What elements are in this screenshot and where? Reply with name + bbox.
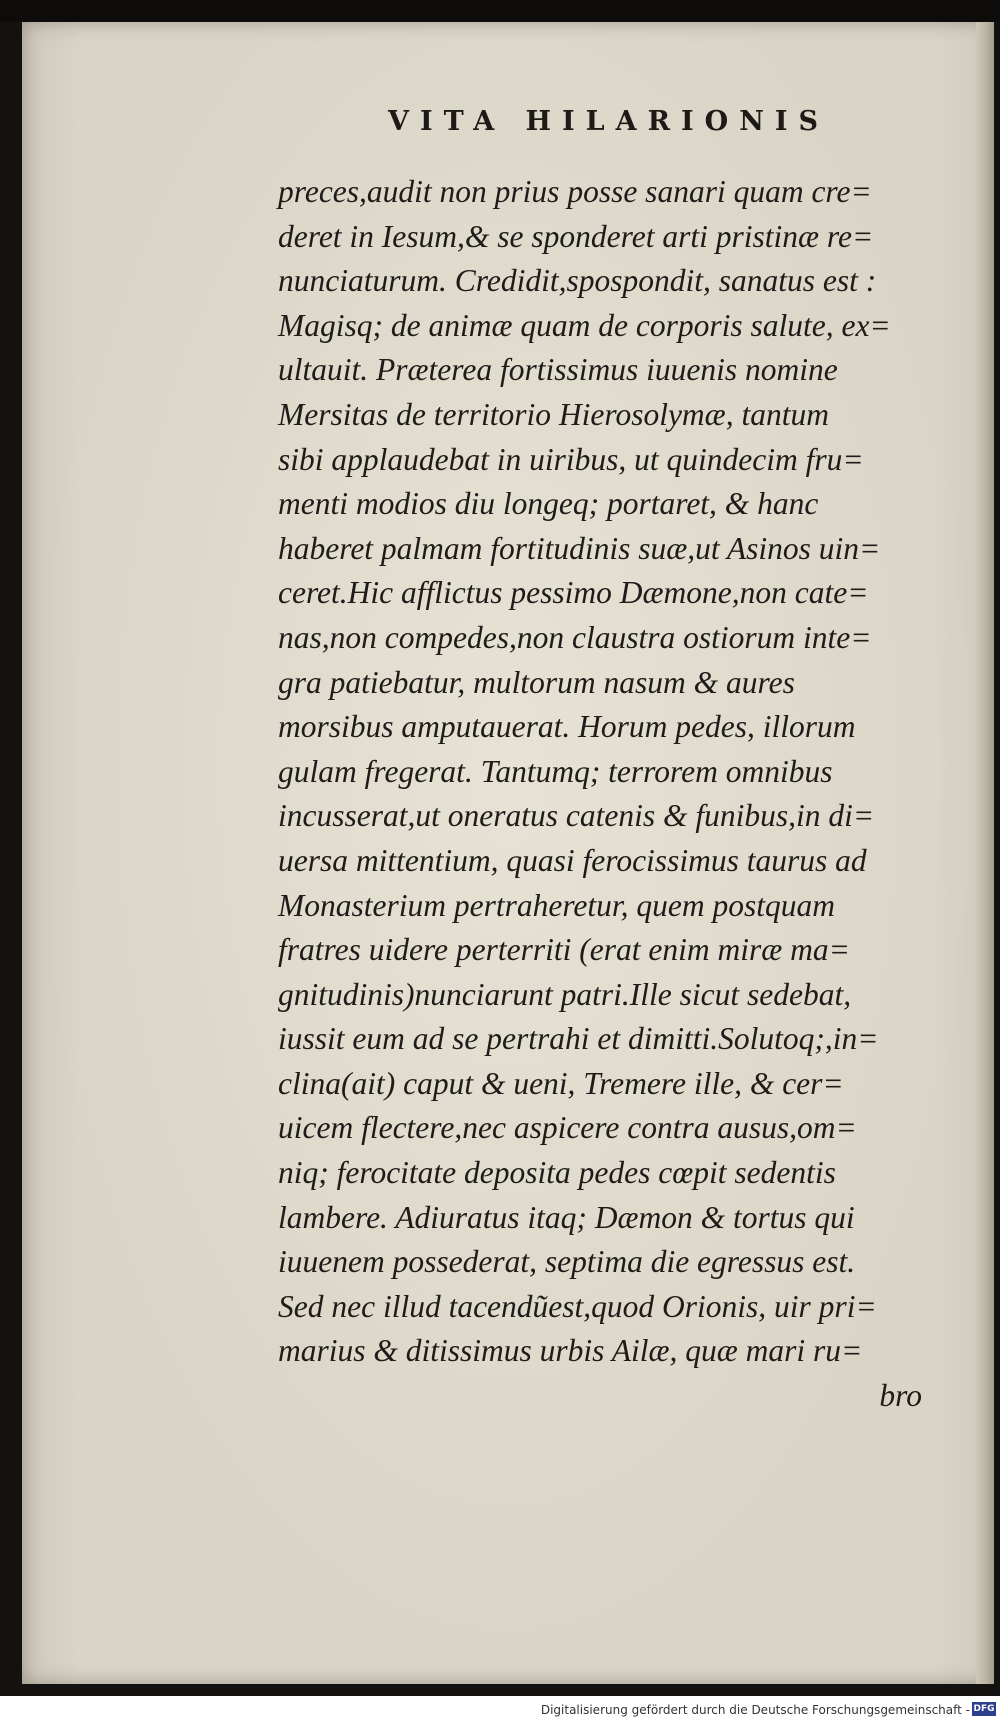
text-line: ceret.Hic afflictus pessimo Dæmone,non cate= [278,575,869,611]
body-text [278,170,958,1419]
page-edge [976,22,994,1684]
text-line: lambere. Adiuratus itaq; Dæmon & tortus qui [278,1199,855,1235]
text-line: gnitudinis)nunciarunt patri.Ille sicut sedebat, [278,976,852,1012]
text-line: Magisq; de animæ quam de corporis salute, ex= [278,307,891,343]
footer-credit: Digitalisierung gefördert durch die Deutsche Forschungsgemeinschaft - [540,1703,970,1717]
text-line: Mersitas de territorio Hierosolymæ, tantum [278,396,829,432]
scan-border-top [0,0,1000,22]
text-line: niq; ferocitate deposita pedes cœpit sedentis [278,1155,836,1191]
text-line: fratres uidere perterriti (erat enim miræ ma= [278,932,850,968]
text-line: gulam fregerat. Tantumq; terrorem omnibus [278,753,833,789]
text-line: clina(ait) caput & ueni, Tremere ille, & cer= [278,1065,844,1101]
digitization-footer [0,1696,1000,1725]
text-line: menti modios diu longeq; portaret, & hanc [278,486,819,522]
text-line: nas,non compedes,non claustra ostiorum inte= [278,619,872,655]
text-line: gra patiebatur, multorum nasum & aures [278,664,795,700]
text-line: nunciaturum. Credidit,spospondit, sanatus est : [278,263,877,299]
text-line: Monasterium pertraheretur, quem postquam [278,887,836,923]
text-line: uicem flectere,nec aspicere contra ausus,om= [278,1110,857,1146]
text-line: sibi applaudebat in uiribus, ut quindecim fru= [278,441,864,477]
catchword: bro [879,1378,922,1414]
text-line: deret in Iesum,& se sponderet arti pristinæ re= [278,218,874,254]
text-line: iussit eum ad se pertrahi et dimitti.Solutoq;,in= [278,1021,879,1057]
text-line: preces,audit non prius posse sanari quam cre= [278,174,872,209]
text-line: uersa mittentium, quasi ferocissimus taurus ad [278,842,867,878]
text-line: iuuenem possederat, septima die egressus est. [278,1244,856,1280]
text-line: Sed nec illud tacendũest,quod Orionis, uir pri= [278,1288,877,1324]
running-head: VITA HILARIONIS [388,106,830,137]
text-line: incusserat,ut oneratus catenis & funibus,in di= [278,798,875,834]
text-line: morsibus amputauerat. Horum pedes, illorum [278,709,856,745]
text-line: haberet palmam fortitudinis suæ,ut Asinos uin= [278,530,881,566]
text-line: marius & ditissimus urbis Ailæ, quæ mari ru= [278,1333,863,1369]
dfg-logo: DFG [973,1704,995,1714]
text-line: ultauit. Præterea fortissimus iuuenis nomine [278,352,838,388]
